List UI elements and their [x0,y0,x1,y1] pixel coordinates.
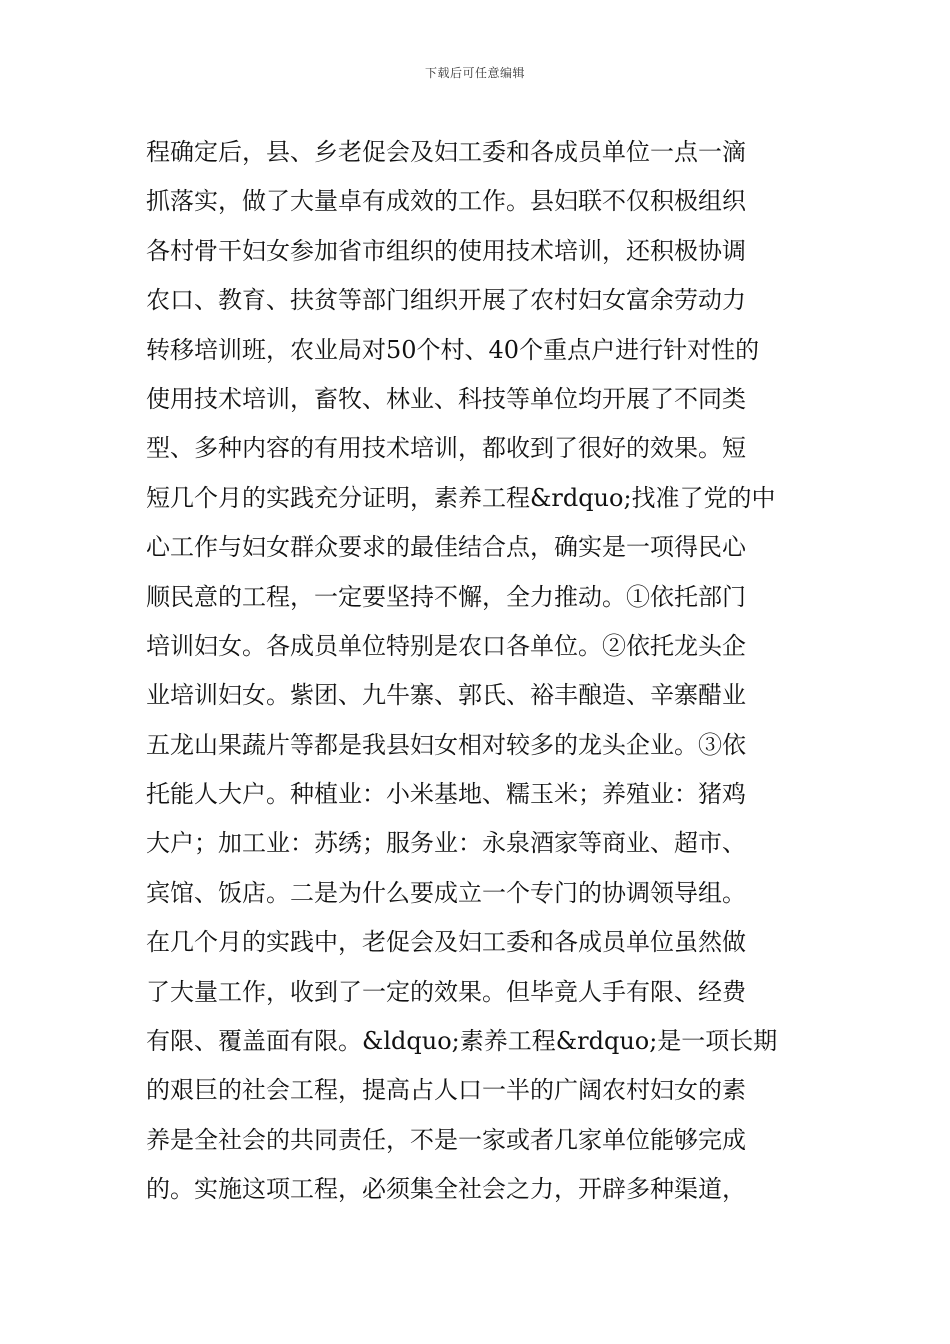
text-line: 各村骨干妇女参加省市组织的使用技术培训，还积极协调 [146,236,746,265]
text-line: 有限、覆盖面有限。&ldquo;素养工程&rdquo;是一项长期 [146,1027,778,1056]
text-line: 的。实施这项工程，必须集全社会之力，开辟多种渠道， [146,1175,746,1204]
text-line: 农口、教育、扶贫等部门组织开展了农村妇女富余劳动力 [146,286,746,315]
text-line: 业培训妇女。紫团、九牛寨、郭氏、裕丰酿造、辛寨醋业 [146,681,746,710]
text-line: 心工作与妇女群众要求的最佳结合点，确实是一项得民心 [146,533,746,562]
text-line: 培训妇女。各成员单位特别是农口各单位。②依托龙头企 [146,631,746,660]
text-line: 型、多种内容的有用技术培训，都收到了很好的效果。短 [146,434,746,463]
text-line: 顺民意的工程，一定要坚持不懈，全力推动。①依托部门 [146,582,746,611]
text-line: 短几个月的实践充分证明，素养工程&rdquo;找准了党的中 [146,483,776,512]
text-line: 大户；加工业：苏绣；服务业：永泉酒家等商业、超市、 [146,829,746,858]
text-line: 使用技术培训，畜牧、林业、科技等单位均开展了不同类 [146,384,746,413]
text-line: 抓落实，做了大量卓有成效的工作。县妇联不仅积极组织 [146,187,746,216]
text-line: 养是全社会的共同责任，不是一家或者几家单位能够完成 [146,1125,746,1154]
text-line: 宾馆、饭店。二是为什么要成立一个专门的协调领导组。 [146,878,746,907]
text-line: 了大量工作，收到了一定的效果。但毕竟人手有限、经费 [146,977,746,1006]
text-line: 托能人大户。种植业：小米基地、糯玉米；养殖业：猪鸡 [146,780,746,809]
text-line: 转移培训班，农业局对50个村、40个重点户进行针对性的 [146,335,760,364]
page-header: 下载后可任意编辑 [424,66,525,80]
text-line: 在几个月的实践中，老促会及妇工委和各成员单位虽然做 [146,928,746,957]
text-line: 五龙山果蔬片等都是我县妇女相对较多的龙头企业。③依 [146,730,746,759]
body-text [146,128,826,1215]
text-line: 的艰巨的社会工程，提高占人口一半的广阔农村妇女的素 [146,1076,746,1105]
text-line: 程确定后，县、乡老促会及妇工委和各成员单位一点一滴 [146,138,746,166]
